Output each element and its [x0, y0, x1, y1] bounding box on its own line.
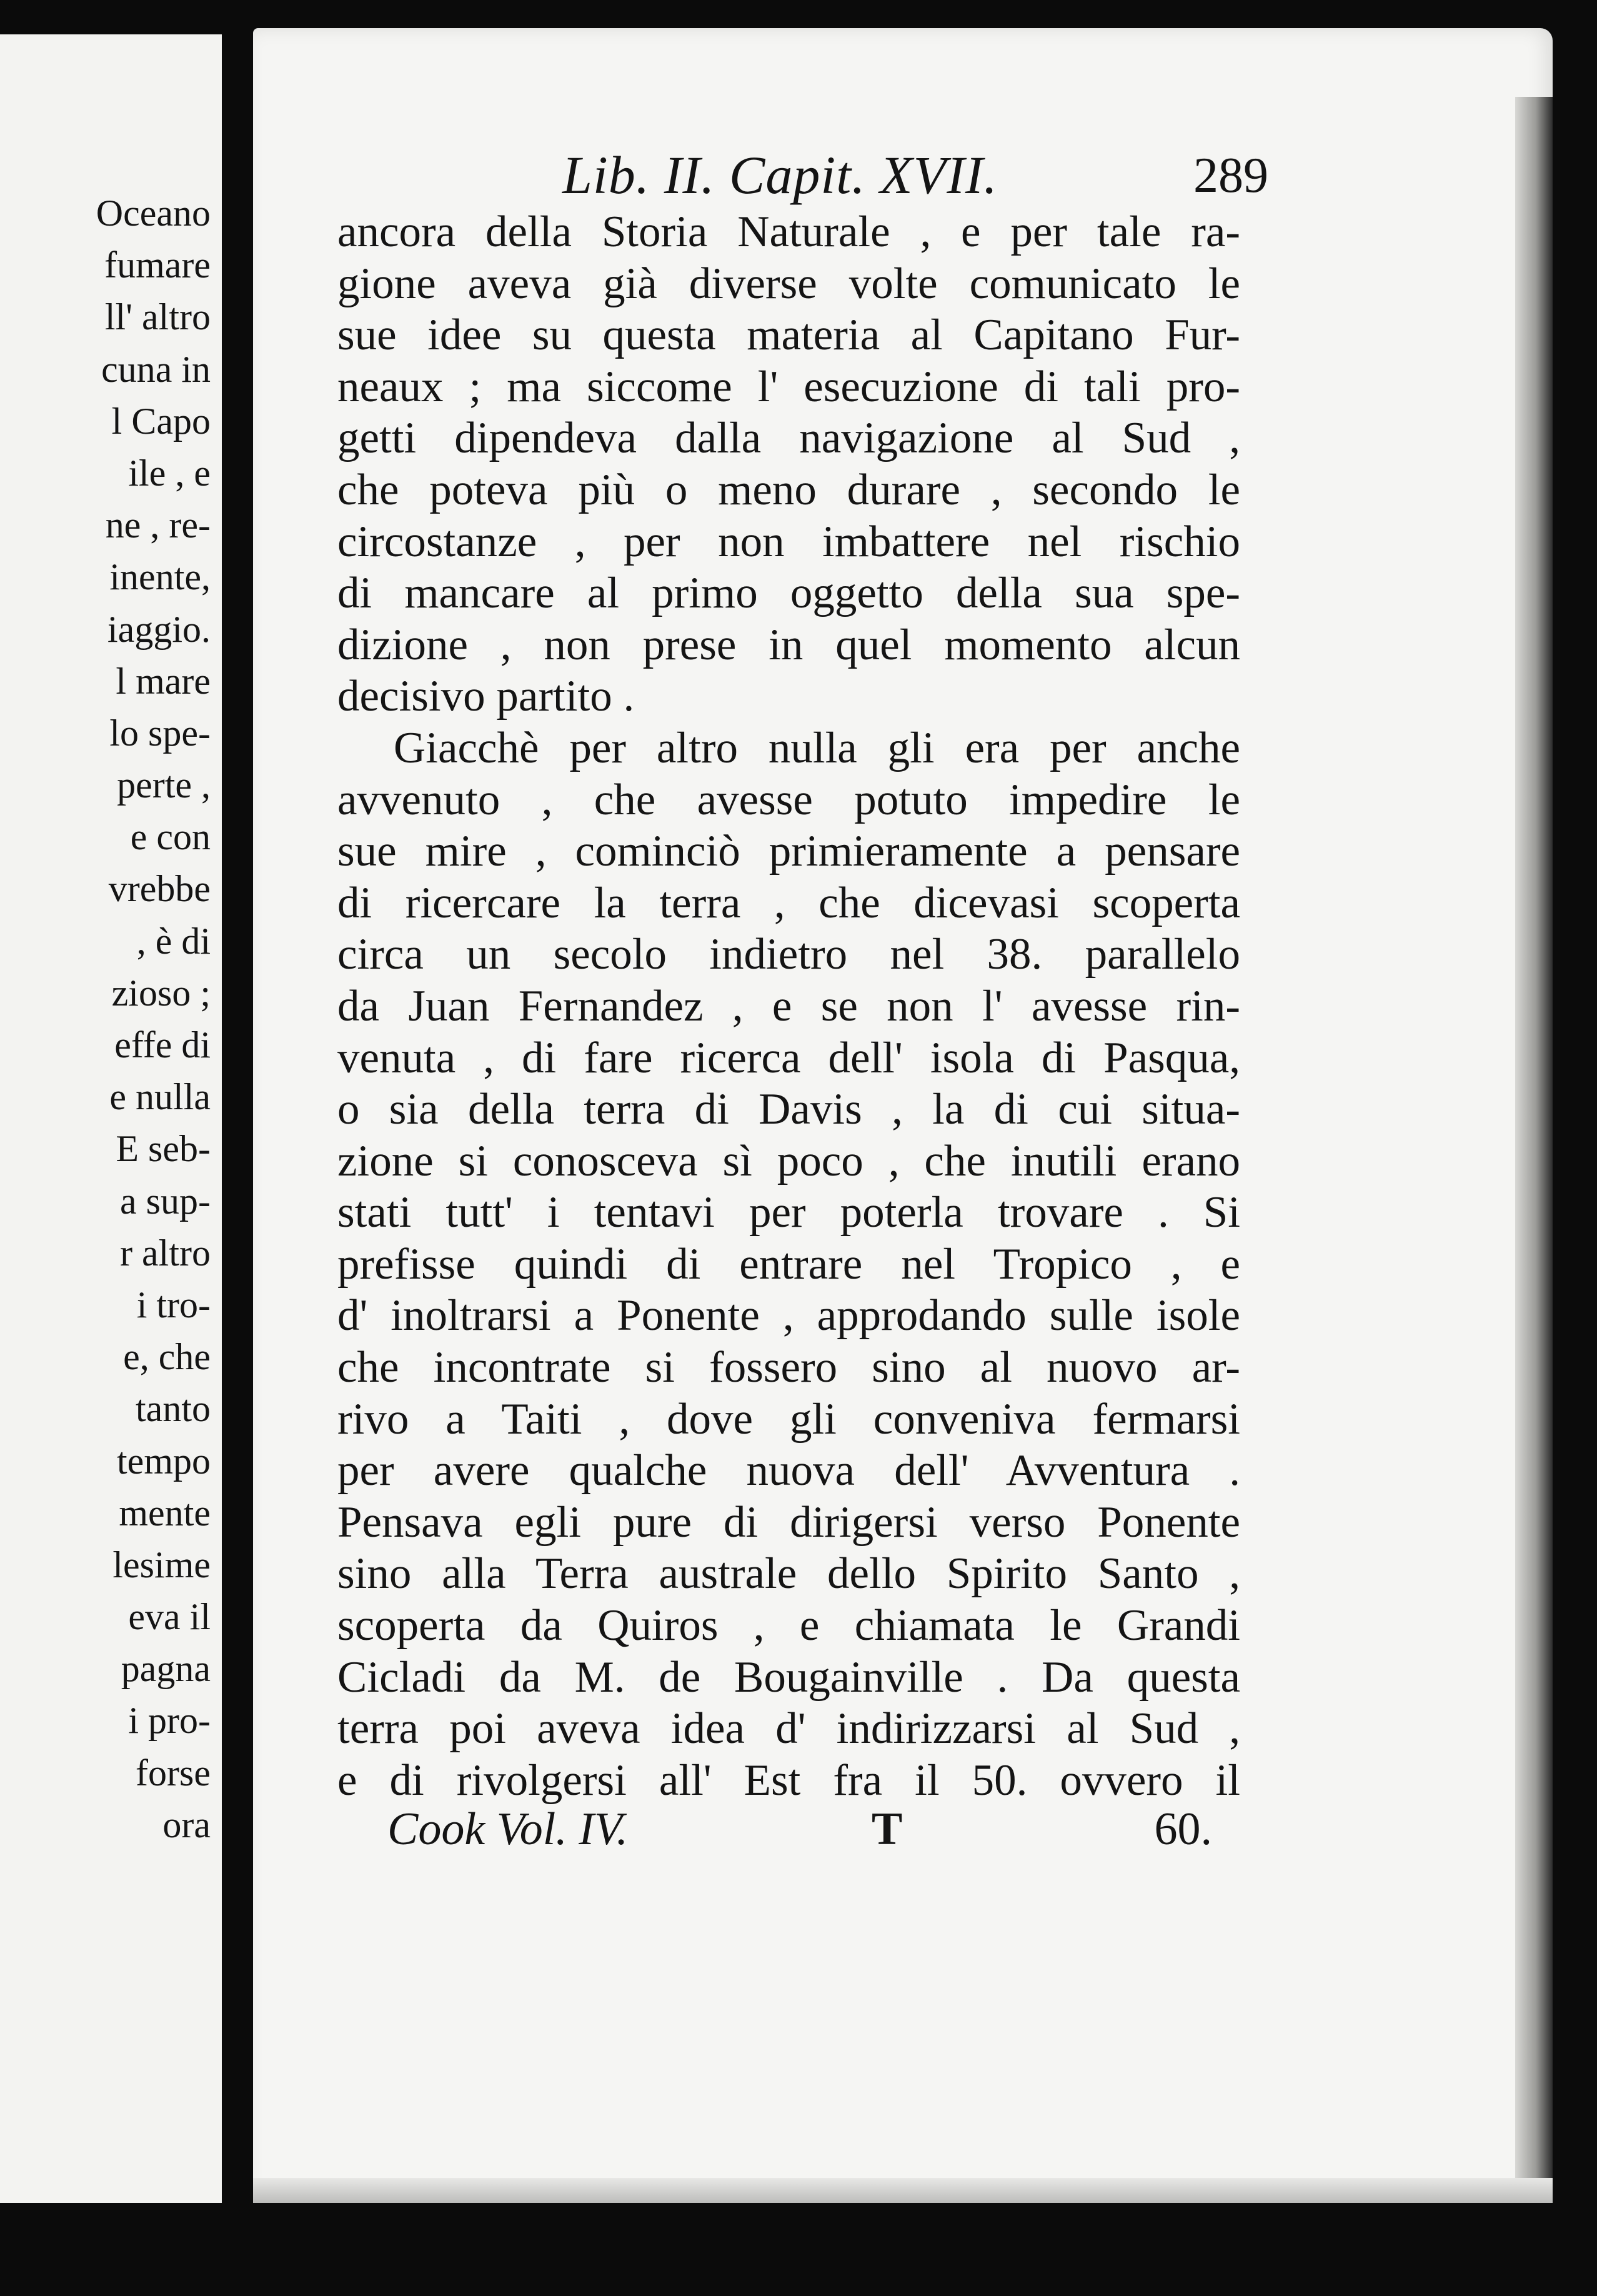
text-line: o sia della terra di Davis , la di cui situa- — [337, 1085, 1240, 1134]
facing-line: lo spe- — [109, 712, 211, 754]
facing-line: a sup- — [120, 1180, 211, 1222]
page-footer — [387, 1803, 1212, 1865]
text-line: Cicladi da M. de Bougainville . Da questa — [337, 1652, 1240, 1702]
facing-line: e nulla — [109, 1076, 211, 1118]
facing-line: i pro- — [128, 1700, 211, 1742]
facing-line: perte , — [117, 764, 211, 806]
text-line: stati tutt' i tentavi per poterla trovare . Si — [337, 1188, 1240, 1237]
text-line: dizione , non prese in quel momento alcun — [337, 620, 1240, 669]
text-line: d' inoltrarsi a Ponente , approdando sulle isole — [337, 1291, 1240, 1340]
text-line: da Juan Fernandez , e se non l' avesse rin- — [337, 981, 1240, 1031]
facing-line: i tro- — [136, 1284, 211, 1325]
facing-line: ile , e — [128, 452, 211, 494]
text-line: zione si conosceva sì poco , che inutili erano — [337, 1136, 1240, 1185]
facing-line: lesime — [112, 1544, 211, 1585]
facing-line: , è di — [136, 920, 211, 962]
facing-line: l Capo — [111, 400, 211, 442]
facing-line: E seb- — [116, 1128, 211, 1170]
facing-page-fragment — [0, 34, 226, 2203]
text-line: rivo a Taiti , dove gli conveniva fermarsi — [337, 1394, 1240, 1444]
text-line: sue mire , cominciò primieramente a pensare — [337, 827, 1240, 876]
facing-line: fumare — [104, 244, 211, 286]
facing-line: forse — [136, 1752, 211, 1794]
facing-line: iaggio. — [107, 608, 211, 650]
text-line: terra poi aveva idea d' indirizzarsi al Sud , — [337, 1704, 1240, 1754]
text-line: venuta , di fare ricerca dell' isola di Pasqua, — [337, 1033, 1240, 1082]
facing-page-text — [0, 187, 211, 1851]
facing-line: zioso ; — [111, 972, 211, 1014]
text-line: getti dipendeva dalla navigazione al Sud , — [337, 414, 1240, 463]
text-line: avvenuto , che avesse potuto impedire le — [337, 775, 1240, 824]
text-line: scoperta da Quiros , e chiamata le Grandi — [337, 1601, 1240, 1650]
facing-line: ll' altro — [104, 296, 211, 338]
signature-mark: T — [872, 1804, 903, 1855]
signature-line: Cook Vol. IV. — [387, 1804, 629, 1855]
text-line: di ricercare la terra , che dicevasi scoperta — [337, 878, 1240, 927]
facing-line: ne , re- — [105, 504, 211, 546]
facing-line: ora — [162, 1804, 211, 1845]
text-line: circa un secolo indietro nel 38. parallelo — [337, 930, 1240, 979]
facing-line: mente — [119, 1492, 211, 1534]
body-text — [337, 206, 1240, 1806]
text-line: sino alla Terra australe dello Spirito Santo , — [337, 1549, 1240, 1599]
book-gutter — [222, 0, 256, 2296]
text-line: ancora della Storia Naturale , e per tale ra- — [337, 207, 1240, 256]
running-head: Lib. II. Capit. XVII. — [562, 145, 998, 205]
text-line: di mancare al primo oggetto della sua spe- — [337, 569, 1240, 618]
facing-line: Oceano — [96, 192, 211, 234]
facing-line: r altro — [120, 1232, 211, 1274]
facing-line: cuna in — [101, 348, 211, 390]
facing-line: inente, — [109, 556, 211, 598]
page-header — [300, 137, 1268, 206]
facing-line: tempo — [117, 1440, 211, 1482]
facing-line: tanto — [136, 1388, 211, 1430]
text-line: per avere qualche nuova dell' Avventura . — [337, 1446, 1240, 1495]
text-line: che incontrate si fossero sino al nuovo ar- — [337, 1343, 1240, 1392]
text-line: Pensava egli pure di dirigersi verso Ponente — [337, 1497, 1240, 1547]
facing-line: effe di — [114, 1024, 211, 1066]
paragraph-start-line: Giacchè per altro nulla gli era per anche — [394, 723, 1240, 772]
facing-line: e con — [130, 816, 211, 858]
text-line: circostanze , per non imbattere nel rischio — [337, 517, 1240, 566]
facing-line: vrebbe — [108, 868, 211, 910]
text-line: che poteva più o meno durare , secondo le — [337, 465, 1240, 514]
facing-line: e, che — [123, 1336, 211, 1378]
text-line: prefisse quindi di entrare nel Tropico , e — [337, 1239, 1240, 1289]
page-bottom-edge — [253, 2178, 1553, 2203]
catchword: 60. — [1154, 1804, 1212, 1855]
facing-line: pagna — [121, 1648, 211, 1690]
text-line: gione aveva già diverse volte comunicato le — [337, 259, 1240, 308]
text-line: sue idee su questa materia al Capitano Fur- — [337, 311, 1240, 360]
facing-line: l mare — [116, 660, 211, 702]
page-number: 289 — [1193, 148, 1268, 203]
facing-line: eva il — [128, 1596, 211, 1638]
paragraph-end-line: decisivo partito . — [337, 672, 635, 721]
text-line: e di rivolgersi all' Est fra il 50. ovvero il — [337, 1755, 1240, 1805]
text-line: neaux ; ma siccome l' esecuzione di tali pro- — [337, 362, 1240, 411]
page-edge-shadow — [1515, 97, 1553, 2203]
